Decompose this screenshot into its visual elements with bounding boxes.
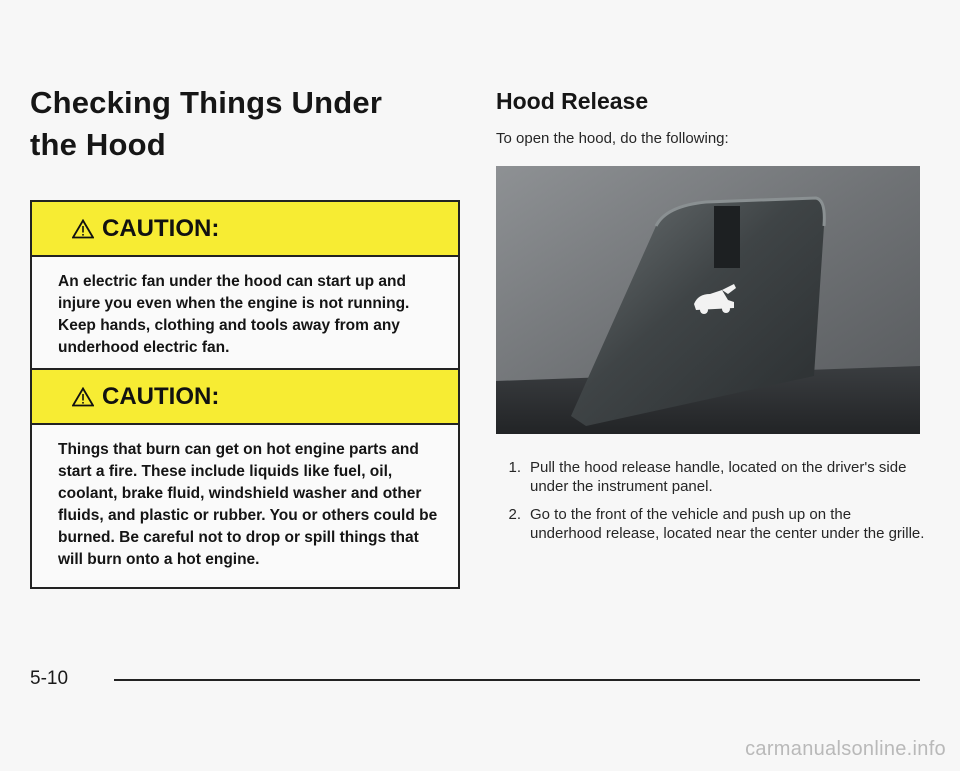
list-item <box>496 505 926 543</box>
caution-text: An electric fan under the hood can start up and injure you even when the engine is not running. Keep hands, clothing and tools away from any underhood electric fan. <box>58 273 410 356</box>
watermark: carmanualsonline.info <box>745 738 946 760</box>
left-column <box>30 82 460 568</box>
section-title-line2: the Hood <box>30 127 166 162</box>
caution-heading: CAUTION: <box>102 382 220 410</box>
page-number: 5-10 <box>30 668 69 689</box>
section-title <box>30 82 460 166</box>
caution-header <box>32 370 458 425</box>
list-item <box>496 458 926 496</box>
right-column <box>496 86 926 542</box>
step-text: Go to the front of the vehicle and push up on the underhood release, located near the center under the grille. <box>530 506 925 542</box>
hood-release-title: Hood Release <box>496 88 649 114</box>
caution-header <box>32 202 458 257</box>
warning-triangle-icon <box>72 219 94 239</box>
caution-text: Things that burn can get on hot engine parts and start a fire. These include liquids like fuel, oil, coolant, brake fluid, windshield washer and other fluids, and plastic or rubber. You or others could be burned. Be careful not to drop or spill things that will burn onto a hot engine. <box>58 441 438 568</box>
caution-box-fire <box>30 368 460 589</box>
step-text: Pull the hood release handle, located on the driver's side under the instrument panel. <box>530 459 907 495</box>
caution-box-fan <box>30 200 460 377</box>
step-number: 1. <box>508 459 521 476</box>
step-number: 2. <box>508 506 521 523</box>
caution-heading: CAUTION: <box>102 214 220 242</box>
footer-rule <box>114 679 920 681</box>
section-title-line1: Checking Things Under <box>30 85 383 120</box>
hood-release-handle-photo <box>496 166 920 434</box>
hood-release-steps <box>496 458 926 552</box>
hood-release-intro: To open the hood, do the following: <box>496 130 729 147</box>
warning-triangle-icon <box>72 387 94 407</box>
